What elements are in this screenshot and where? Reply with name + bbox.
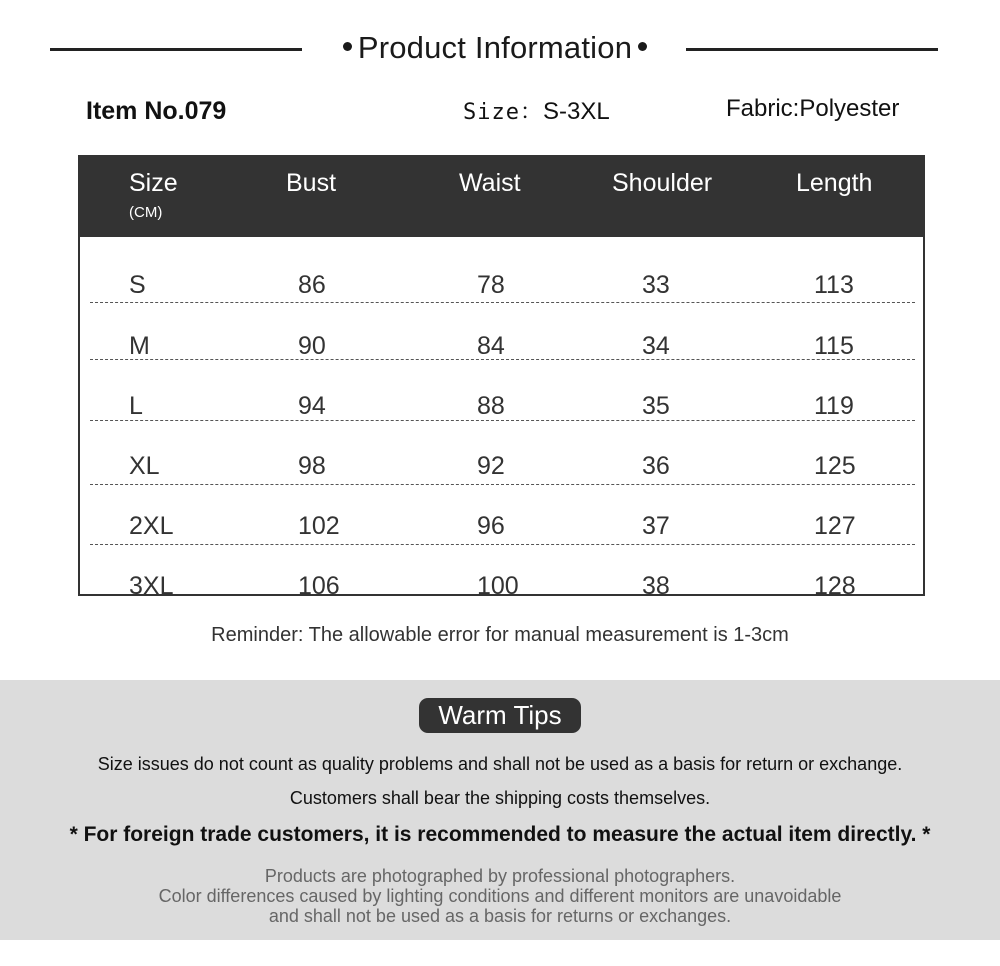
table-cell: 115 <box>814 332 854 360</box>
column-header-waist: Waist <box>459 169 521 197</box>
table-row <box>80 494 923 554</box>
size-range-label: Size： <box>463 100 543 125</box>
table-cell: 96 <box>477 512 505 540</box>
page-title-text: Product Information <box>357 30 633 65</box>
row-divider <box>90 484 915 485</box>
row-divider <box>90 302 915 303</box>
table-row <box>80 554 923 614</box>
product-info-title-row <box>0 28 1000 72</box>
table-row <box>80 314 923 374</box>
title-divider-left <box>50 48 302 51</box>
size-range-value: S-3XL <box>542 98 610 125</box>
row-divider <box>90 359 915 360</box>
table-row <box>80 434 923 494</box>
warm-tips-panel <box>0 680 1000 940</box>
table-cell: 127 <box>814 512 856 540</box>
bullet-dot-icon <box>638 42 647 51</box>
column-header-unit: (CM) <box>129 204 163 221</box>
page-title <box>330 30 660 66</box>
table-cell: 38 <box>642 572 670 600</box>
table-cell: 128 <box>814 572 856 600</box>
table-cell: 92 <box>477 452 505 480</box>
table-cell: 78 <box>477 271 505 299</box>
table-cell: 94 <box>298 392 326 420</box>
table-cell: 36 <box>642 452 670 480</box>
table-cell: 37 <box>642 512 670 540</box>
table-cell: L <box>129 392 143 420</box>
measurement-reminder: Reminder: The allowable error for manual measurement is 1-3cm <box>211 624 789 646</box>
photo-note-line: Products are photographed by professional photographers. <box>264 866 736 886</box>
tip-line: Customers shall bear the shipping costs themselves. <box>289 788 711 808</box>
table-cell: M <box>129 332 150 360</box>
table-cell: 35 <box>642 392 670 420</box>
table-cell: 84 <box>477 332 505 360</box>
table-cell: 3XL <box>129 572 174 600</box>
table-cell: 119 <box>814 392 854 420</box>
table-cell: 100 <box>477 572 519 600</box>
column-header-label: Size <box>129 169 178 197</box>
table-row <box>80 374 923 434</box>
column-header-length: Length <box>796 169 873 197</box>
size-chart-table <box>78 155 925 600</box>
photo-note-line: and shall not be used as a basis for returns or exchanges. <box>268 906 732 926</box>
tip-emphasis: * For foreign trade customers, it is recommended to measure the actual item directly. * <box>69 823 931 846</box>
table-cell: 34 <box>642 332 670 360</box>
table-cell: XL <box>129 452 160 480</box>
table-cell: 102 <box>298 512 340 540</box>
row-divider <box>90 544 915 545</box>
column-header-shoulder: Shoulder <box>612 169 713 197</box>
item-number: Item No.079 <box>86 97 227 125</box>
row-divider <box>90 420 915 421</box>
size-range <box>463 95 610 126</box>
fabric-info: Fabric:Polyester <box>726 95 900 122</box>
table-cell: 33 <box>642 271 670 299</box>
title-divider-right <box>686 48 938 51</box>
table-cell: 106 <box>298 572 340 600</box>
table-cell: 88 <box>477 392 505 420</box>
table-cell: 125 <box>814 452 856 480</box>
table-cell: 98 <box>298 452 326 480</box>
column-header-bust: Bust <box>286 169 337 197</box>
table-header <box>80 157 923 237</box>
table-cell: 113 <box>814 271 854 299</box>
column-header-size <box>129 169 178 221</box>
table-cell: 90 <box>298 332 326 360</box>
table-row <box>80 253 923 313</box>
photo-note-line: Color differences caused by lighting conditions and different monitors are unavoidable <box>158 886 842 906</box>
table-cell: 2XL <box>129 512 174 540</box>
table-cell: S <box>129 271 146 299</box>
warm-tips-badge: Warm Tips <box>419 698 581 733</box>
table-cell: 86 <box>298 271 326 299</box>
bullet-dot-icon <box>343 42 352 51</box>
tip-line: Size issues do not count as quality problems and shall not be used as a basis for return or exchange. <box>97 754 903 774</box>
